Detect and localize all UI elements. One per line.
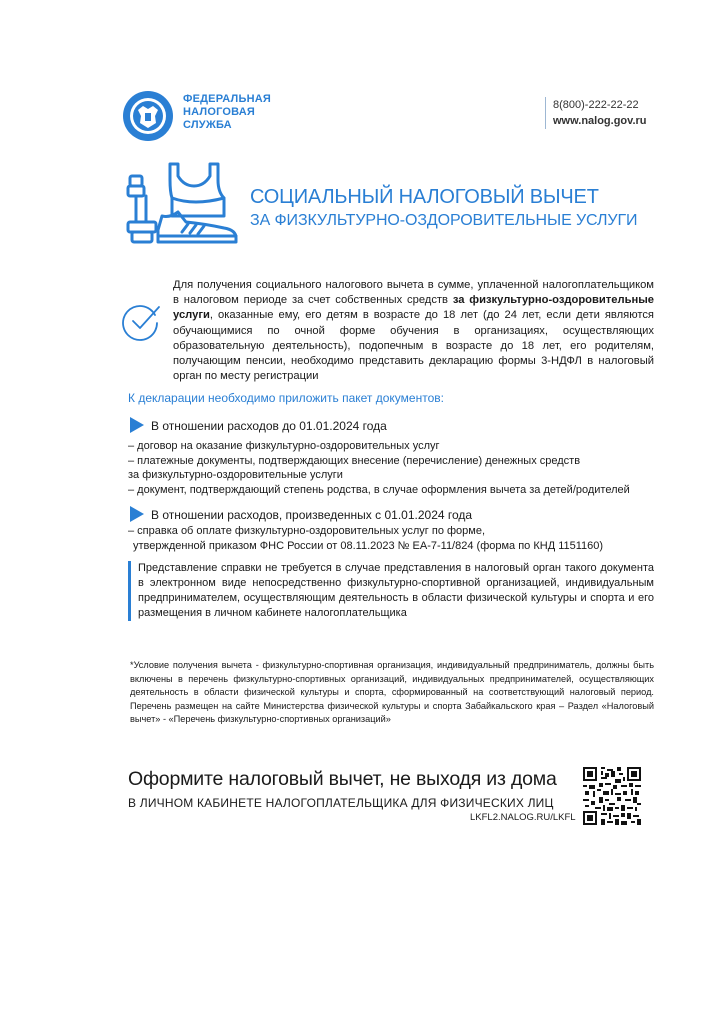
list-item: – договор на оказание физкультурно-оздоровительных услуг <box>128 440 440 452</box>
qr-code-icon[interactable] <box>583 767 641 825</box>
list-item: за физкультурно-оздоровительные услуги <box>128 469 343 481</box>
section-1-list <box>128 439 630 497</box>
list-item: утвержденной приказом ФНС России от 08.11.2023 № ЕА-7-11/824 (форма по КНД 1151160) <box>133 539 604 552</box>
title-line-2: ЗА ФИЗКУЛЬТУРНО-ОЗДОРОВИТЕЛЬНЫЕ УСЛУГИ <box>250 212 638 229</box>
intro-paragraph <box>173 278 654 384</box>
triangle-bullet-icon <box>130 506 144 522</box>
section-1-heading: В отношении расходов до 01.01.2024 года <box>151 419 387 433</box>
fns-emblem-icon <box>122 90 174 142</box>
org-name <box>183 93 271 132</box>
checkmark-circle-icon <box>121 301 161 341</box>
cta-heading: Оформите налоговый вычет, не выходя из дома <box>128 768 557 790</box>
cta-url-link[interactable]: LKFL2.NALOG.RU/LKFL <box>470 812 576 823</box>
note-block: Представление справки не требуется в случае представления в налоговый орган такого документа в электронном виде непосредственно физкультурно-спортивной организацией, индивидуальным предпринимателем, осуществляющим деятельность в области физической культуры и спорта и его размещения в личном кабинете налогоплательщика <box>128 561 654 621</box>
documents-heading: К декларации необходимо приложить пакет документов: <box>128 391 444 405</box>
website-link[interactable]: www.nalog.gov.ru <box>553 115 647 127</box>
contacts <box>545 97 647 129</box>
org-name-line: НАЛОГОВАЯ <box>183 106 255 118</box>
title-line-1: СОЦИАЛЬНЫЙ НАЛОГОВЫЙ ВЫЧЕТ <box>250 186 599 208</box>
list-item: – платежные документы, подтверждающих внесение (перечисление) денежных средств <box>128 454 581 467</box>
intro-text: , оказанные ему, его детям в возрасте до 18 лет (до 24 лет, если дети являются обучающимися по очной форме обучения в организациях, осуществляющих образовательную деятельность), подопечным в возрасте до 18 лет, его родителям, получающим пенсии, необходимо представить декларацию формы 3-НДФЛ в налоговый орган по месту регистрации <box>173 309 654 383</box>
cta-subheading: В ЛИЧНОМ КАБИНЕТЕ НАЛОГОПЛАТЕЛЬЩИКА ДЛЯ ФИЗИЧЕСКИХ ЛИЦ <box>128 796 554 810</box>
triangle-bullet-icon <box>130 417 144 433</box>
footnote: *Условие получения вычета - физкультурно-спортивная организация, индивидуальный предприниматель, должны быть включены в перечень физкультурно-спортивных организаций, индивидуальных предпринимателей, осуществляющих деятельность в области физической культуры и спорта, сформированный на соответствующий налоговый период. Перечень размещен на сайте Министерства физической культуры и спорта Забайкальского края – Раздел «Налоговый вычет» - «Перечень физкультурно-спортивных организаций» <box>130 660 654 724</box>
sport-equipment-icon <box>126 158 242 248</box>
section-2-list <box>128 524 603 553</box>
section-2-heading: В отношении расходов, произведенных с 01.01.2024 года <box>151 508 473 522</box>
intro-bold-text: за физкультурно-оздоровительные услуги <box>173 294 654 322</box>
intro-text: Для получения социального налогового вычета в сумме, уплаченной налогоплательщиком в налоговом периоде за счет собственных средств <box>173 279 654 307</box>
phone-number[interactable]: 8(800)-222-22-22 <box>553 99 639 111</box>
org-name-line: ФЕДЕРАЛЬНАЯ <box>183 93 271 105</box>
org-name-line: СЛУЖБА <box>183 119 232 131</box>
list-item: – справка об оплате физкультурно-оздоровительных услуг по форме, <box>128 525 486 537</box>
list-item: – документ, подтверждающий степень родства, в случае оформления вычета за детей/родителей <box>128 483 630 496</box>
